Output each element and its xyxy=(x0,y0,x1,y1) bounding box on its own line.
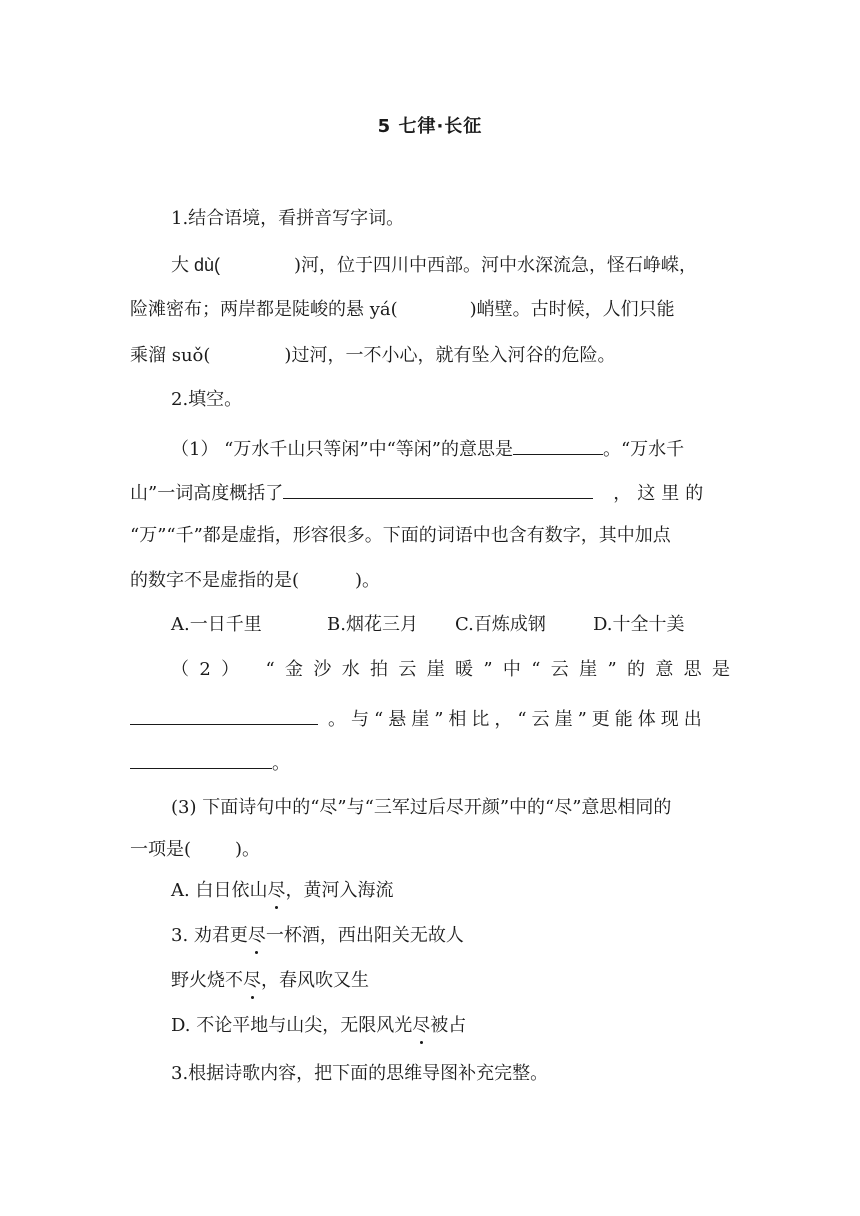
q2-options xyxy=(171,611,730,639)
q2-p3-option-a xyxy=(171,877,730,905)
answer-blank-yunya[interactable] xyxy=(130,704,318,725)
q2-text: 。 xyxy=(272,753,290,774)
q2-p2-line-2 xyxy=(130,704,730,734)
q1-text: 大 dù( xyxy=(171,255,221,275)
q2-text: （1） “万水千山只等闲”中“等闲”的意思是 xyxy=(171,439,513,460)
q2-text: 山”一词高度概括了 xyxy=(130,483,284,504)
q1-text: 险滩密布；两岸都是陡峻的悬 yá( xyxy=(130,299,398,320)
option-b: B.烟花三月 xyxy=(327,614,418,635)
option-text: ，春风吹又生 xyxy=(261,970,369,991)
q1-heading: 1.结合语境，看拼音写字词。 xyxy=(171,208,405,229)
q2-p1-line-2 xyxy=(130,478,730,508)
option-text: A. 白日依山 xyxy=(171,880,268,901)
q2-text: 。“万水千 xyxy=(602,439,685,460)
answer-blank-yunya-effect[interactable] xyxy=(130,748,272,769)
option-a: A.一日千里 xyxy=(171,614,262,635)
q1-text: )河，位于四川中西部。河中水深流急，怪石峥嵘， xyxy=(294,255,698,276)
q2-p2-line-3 xyxy=(130,748,730,778)
q2-p2-line-1: （2） “金沙水拍云崖暖”中“云崖”的意思是 xyxy=(171,659,730,680)
answer-blank-wanshuiqianshan[interactable] xyxy=(283,478,593,499)
option-c: C.百炼成钢 xyxy=(455,614,546,635)
lesson-title: 5 七律·长征 xyxy=(377,116,483,137)
q1-line-2 xyxy=(130,296,730,324)
q1-line-1 xyxy=(171,251,730,280)
q2-text: 。与“悬崖”相比，“云崖”更能体现出 xyxy=(328,709,707,730)
q2-heading: 2.填空。 xyxy=(171,389,243,410)
option-text: 一杯酒，西出阳关无故人 xyxy=(265,925,464,946)
option-text: 被占 xyxy=(430,1015,467,1036)
dotted-char: 尽 xyxy=(267,877,285,905)
option-text: ，黄河入海流 xyxy=(285,880,394,901)
q1-text: )过河，一不小心，就有坠入河谷的危险。 xyxy=(284,345,616,366)
q2-p3-line-1: (3) 下面诗句中的“尽”与“三军过后尽开颜”中的“尽”意思相同的 xyxy=(171,797,672,818)
q3-heading: 3.根据诗歌内容，把下面的思维导图补充完整。 xyxy=(171,1063,549,1084)
q2-p1-line-3: “万”“千”都是虚指，形容很多。下面的词语中也含有数字，其中加点 xyxy=(130,525,671,546)
option-text: D. 不论平地与山尖，无限风光 xyxy=(171,1015,413,1036)
option-d: D.十全十美 xyxy=(593,614,685,635)
q1-line-3 xyxy=(130,342,730,370)
option-text: 野火烧不 xyxy=(171,970,243,991)
q2-p3-option-b xyxy=(171,922,730,950)
dotted-char: 尽 xyxy=(248,922,266,950)
q2-text: )。 xyxy=(235,839,261,860)
q2-text: 一项是( xyxy=(130,839,192,860)
q2-text: )。 xyxy=(355,570,381,591)
q2-p1-line-4 xyxy=(130,567,730,595)
q2-text: 的数字不是虚指的是( xyxy=(130,570,300,591)
option-text: 3. 劝君更 xyxy=(171,925,248,946)
q2-p3-option-d xyxy=(171,1012,730,1040)
q2-p1-line-1 xyxy=(171,434,730,464)
q1-text: 乘溜 suǒ( xyxy=(130,345,211,366)
answer-blank-dengxian[interactable] xyxy=(513,434,603,455)
dotted-char: 尽 xyxy=(243,967,261,995)
dotted-char: 尽 xyxy=(412,1012,430,1040)
q2-p3-line-2 xyxy=(130,836,730,864)
q2-text: ，这里的 xyxy=(613,483,710,504)
q2-p3-option-c xyxy=(171,967,730,995)
q1-text: )峭壁。古时候，人们只能 xyxy=(469,299,675,320)
